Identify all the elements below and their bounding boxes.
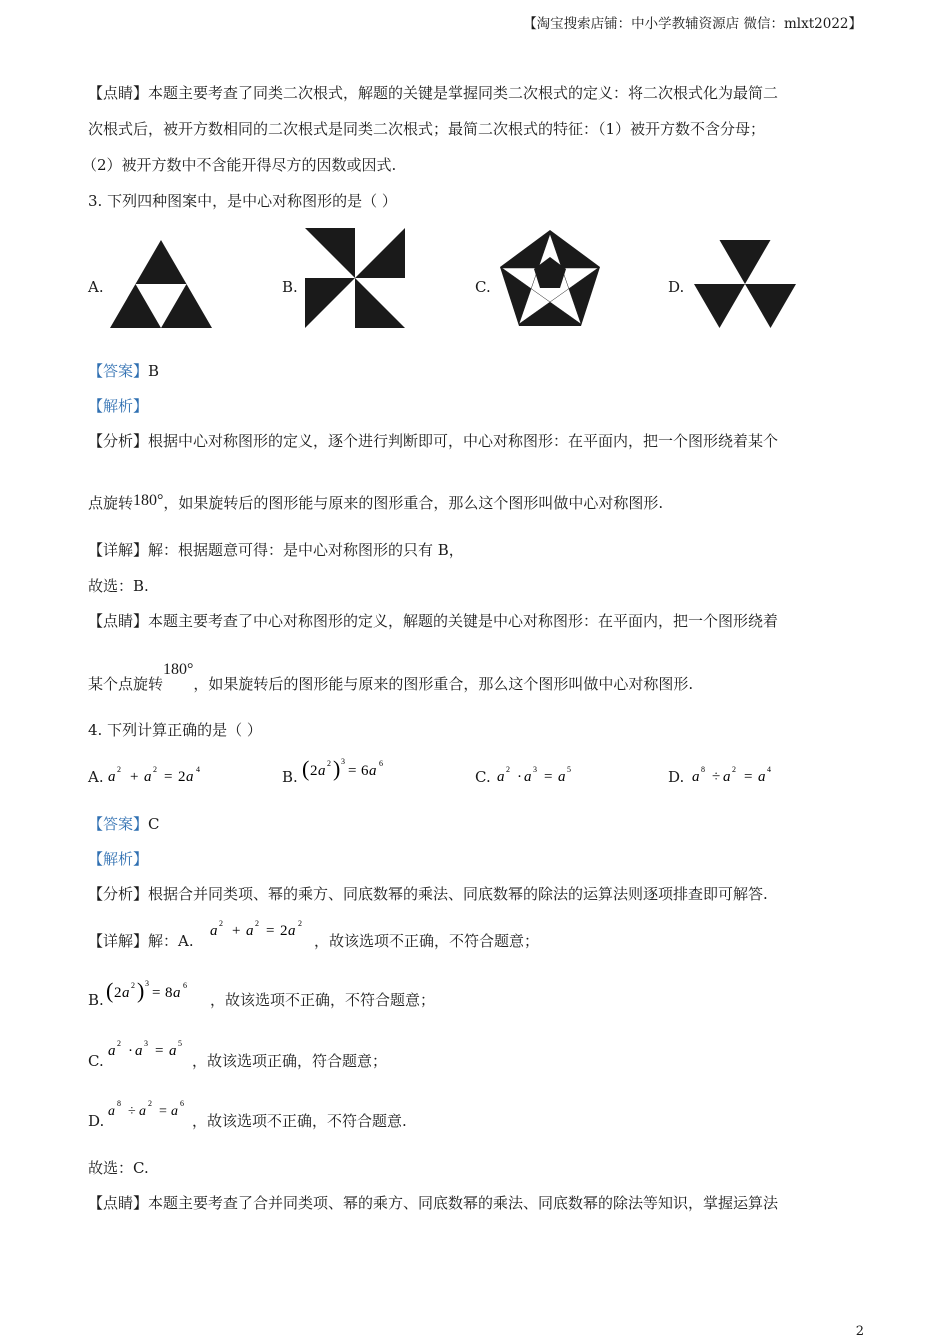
svg-text:2: 2 [131, 981, 135, 990]
svg-text:2: 2 [280, 923, 288, 939]
q3-fenxi-line1: 【分析】根据中心对称图形的定义，逐个进行判断即可，中心对称图形：在平面内，把一个图形绕着某个 [88, 432, 779, 450]
q3-figure-a-triangle-icon [110, 240, 212, 328]
svg-text:2: 2 [255, 919, 259, 928]
q3-option-c-label: C. [475, 278, 491, 296]
svg-text:·: · [517, 769, 522, 785]
svg-text:a: a [173, 985, 181, 1001]
svg-text:(: ( [302, 756, 310, 781]
svg-text:a: a [758, 769, 766, 785]
q3-figure-b-pinwheel-icon [305, 228, 405, 328]
svg-text:3: 3 [341, 757, 345, 766]
svg-text:5: 5 [178, 1039, 182, 1048]
svg-text:6: 6 [379, 759, 383, 768]
q4-answer-tag: 【答案】 [88, 815, 149, 833]
svg-text:6: 6 [361, 763, 369, 779]
svg-text:2: 2 [506, 765, 510, 774]
q4-detail-c-formula [108, 1034, 198, 1062]
q3-figure-c-pentagon-star-icon [499, 230, 601, 328]
page-number: 2 [855, 1324, 864, 1339]
q3-option-b-label: B. [282, 278, 298, 296]
svg-text:3: 3 [533, 765, 537, 774]
svg-text:a: a [108, 1043, 116, 1059]
q4-option-d-label: D. [668, 768, 685, 786]
svg-text:): ) [137, 978, 145, 1003]
svg-text:÷: ÷ [128, 1104, 136, 1119]
svg-text:2: 2 [117, 765, 121, 774]
svg-text:a: a [497, 769, 505, 785]
svg-text:6: 6 [180, 1099, 184, 1108]
svg-text:a: a [369, 763, 377, 779]
svg-text:=: = [266, 923, 275, 939]
q4-stem: 4. 下列计算正确的是（ ） [88, 721, 262, 739]
svg-text:6: 6 [183, 981, 187, 990]
q4-detail-c-suffix: ，故该选项正确，符合题意； [192, 1052, 388, 1070]
svg-text:·: · [128, 1043, 133, 1059]
svg-text:+: + [130, 769, 139, 785]
q3-detail: 【详解】解：根据题意可得：是中心对称图形的只有 B， [88, 541, 464, 559]
svg-text:3: 3 [145, 979, 149, 988]
q4-detail-a-formula [210, 914, 315, 942]
q4-option-d-formula [692, 760, 792, 788]
q2-dianjing-line2: 次根式后，被开方数相同的二次根式是同类二次根式；最简二次根式的特征：（1）被开方数不含分母； [88, 120, 766, 138]
svg-text:a: a [186, 769, 194, 785]
q4-detail-c-prefix: C. [88, 1052, 104, 1070]
q4-detail-b-formula [106, 974, 216, 1006]
svg-text:4: 4 [767, 765, 771, 774]
svg-text:a: a [171, 1104, 178, 1119]
svg-text:a: a [108, 769, 116, 785]
svg-text:8: 8 [165, 985, 173, 1001]
svg-text:=: = [164, 769, 173, 785]
svg-text:a: a [318, 763, 326, 779]
svg-text:2: 2 [219, 919, 223, 928]
q4-option-b-formula [302, 752, 412, 784]
q4-answer: C [148, 815, 160, 833]
q4-analysis-tag: 【解析】 [88, 850, 149, 868]
svg-text:a: a [288, 923, 296, 939]
q3-stem: 3. 下列四种图案中，是中心对称图形的是（ ） [88, 192, 397, 210]
svg-text:2: 2 [117, 1039, 121, 1048]
svg-text:+: + [232, 923, 241, 939]
q4-dianjing: 【点睛】本题主要考查了合并同类项、幂的乘方、同底数幂的乘法、同底数幂的除法等知识，掌握运算法 [88, 1194, 779, 1212]
svg-text:=: = [544, 769, 553, 785]
q3-answer-tag: 【答案】 [88, 362, 149, 380]
q3-fenxi-line2-end: ，如果旋转后的图形能与原来的图形重合，那么这个图形叫做中心对称图形. [163, 494, 664, 512]
q3-dianjing-line2-end: ，如果旋转后的图形能与原来的图形重合，那么这个图形叫做中心对称图形. [193, 675, 694, 693]
svg-text:(: ( [106, 978, 114, 1003]
svg-text:=: = [152, 985, 161, 1001]
svg-text:2: 2 [732, 765, 736, 774]
q3-option-d-label: D. [668, 278, 685, 296]
q3-analysis-tag: 【解析】 [88, 397, 149, 415]
svg-text:a: a [144, 769, 152, 785]
q4-option-c-formula [497, 760, 597, 788]
q2-dianjing-line1: 【点睛】本题主要考查了同类二次根式，解题的关键是掌握同类二次根式的定义：将二次根式化为最简二 [88, 84, 779, 102]
svg-text:4: 4 [196, 765, 200, 774]
q4-detail-b-prefix: B. [88, 991, 104, 1009]
q3-fenxi-line2-start: 点旋转 [88, 494, 134, 512]
svg-text:2: 2 [153, 765, 157, 774]
svg-text:8: 8 [701, 765, 705, 774]
svg-text:=: = [348, 763, 357, 779]
q3-answer: B [148, 362, 160, 380]
q4-option-c-label: C. [475, 768, 491, 786]
q4-detail-a-suffix: ，故该选项不正确，不符合题意； [314, 932, 540, 950]
svg-text:=: = [744, 769, 753, 785]
svg-text:a: a [692, 769, 700, 785]
svg-text:a: a [210, 923, 218, 939]
q4-option-a-label: A. [88, 768, 104, 786]
svg-text:2: 2 [178, 769, 186, 785]
svg-text:a: a [558, 769, 566, 785]
svg-text:a: a [122, 985, 130, 1001]
svg-text:2: 2 [148, 1099, 152, 1108]
q4-detail-b-suffix: ，故该选项不正确，不符合题意； [210, 991, 436, 1009]
svg-text:=: = [155, 1043, 164, 1059]
q4-choose: 故选：C. [88, 1159, 149, 1177]
q3-figure-d-triangle-icon [694, 240, 796, 328]
q3-dianjing-line2-start: 某个点旋转 [88, 675, 164, 693]
q4-option-b-label: B. [282, 768, 298, 786]
svg-text:8: 8 [117, 1099, 121, 1108]
svg-text:a: a [139, 1104, 146, 1119]
q3-dianjing-degree: 180° [163, 661, 194, 678]
svg-text:a: a [524, 769, 532, 785]
svg-text:2: 2 [298, 919, 302, 928]
svg-text:5: 5 [567, 765, 571, 774]
svg-text:2: 2 [327, 759, 331, 768]
svg-text:a: a [246, 923, 254, 939]
q2-dianjing-line3: （2）被开方数中不含能开得尽方的因数或因式. [82, 156, 397, 174]
q4-detail-d-suffix: ，故该选项不正确，不符合题意. [192, 1112, 407, 1130]
svg-text:3: 3 [144, 1039, 148, 1048]
svg-text:2: 2 [310, 763, 318, 779]
svg-text:): ) [333, 756, 341, 781]
svg-text:a: a [169, 1043, 177, 1059]
svg-text:2: 2 [114, 985, 122, 1001]
svg-text:a: a [108, 1104, 115, 1119]
q4-detail-a-prefix: 【详解】解：A. [88, 932, 194, 950]
svg-text:÷: ÷ [712, 769, 721, 785]
q3-option-a-label: A. [88, 278, 104, 296]
q4-option-a-formula [108, 760, 218, 788]
q3-fenxi-degree: 180° [133, 492, 164, 509]
q4-fenxi: 【分析】根据合并同类项、幂的乘方、同底数幂的乘法、同底数幂的除法的运算法则逐项排查即可解答. [88, 885, 768, 903]
q4-detail-d-formula [108, 1094, 198, 1122]
svg-text:=: = [159, 1104, 167, 1119]
page-header: 【淘宝搜索店铺：中小学教辅资源店 微信：mlxt2022】 [523, 16, 862, 32]
q4-detail-d-prefix: D. [88, 1112, 105, 1130]
q3-dianjing-line1: 【点睛】本题主要考查了中心对称图形的定义，解题的关键是中心对称图形：在平面内，把一个图形绕着 [88, 612, 779, 630]
svg-text:a: a [135, 1043, 143, 1059]
svg-text:a: a [723, 769, 731, 785]
q3-choose: 故选：B. [88, 577, 149, 595]
